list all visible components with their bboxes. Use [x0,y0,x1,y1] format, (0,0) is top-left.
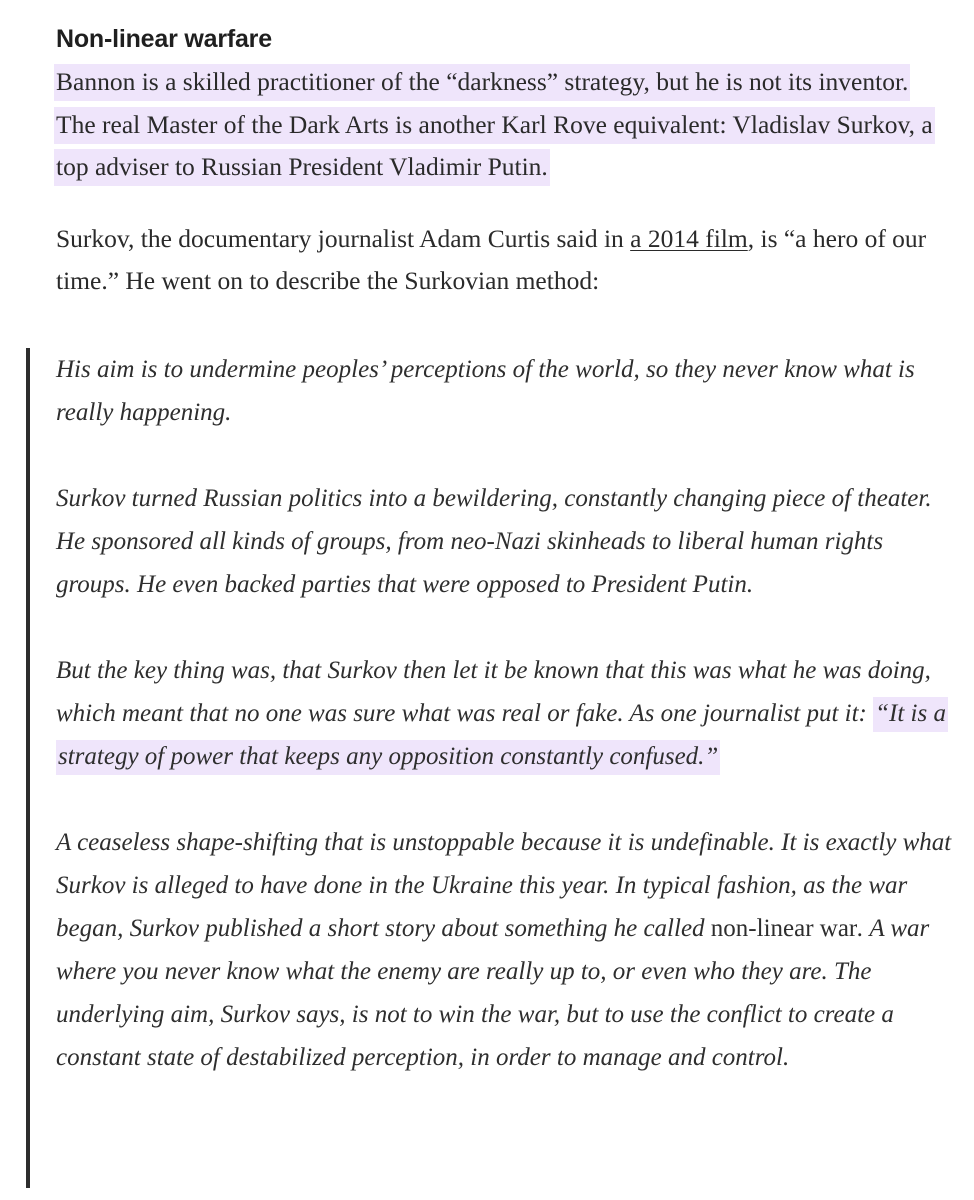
film-link[interactable]: a 2014 film [630,223,748,253]
paragraph-intro [56,61,946,189]
article-body [56,0,946,303]
blockquote [56,348,952,1079]
paragraph-text-before-link: Surkov, the documentary journalist Adam Curtis said in [56,223,631,253]
quote-paragraph-3 [56,649,952,778]
highlighted-passage[interactable]: Bannon is a skilled practitioner of the “darkness” strategy, but he is not its inventor. The real Master of the Dark Arts is another Karl Rove equivalent: Vladislav Surkov, a top adviser to Russian President Vladimir Putin. [54,64,935,186]
highlighted-quote[interactable]: “It is a strategy of power that keeps any opposition constantly confused.” [56,697,948,775]
non-linear-war-term: non-linear war [710,915,858,942]
paragraph-text-after-link: , is “a hero of our time.” He went on to describe the Surkovian method: [56,223,927,295]
section-heading: Non-linear warfare [56,25,272,53]
quote-paragraph-2: Surkov turned Russian politics into a bewildering, constantly changing piece of theater. He sponsored all kinds of groups, from neo-Nazi skinheads to liberal human rights groups. He even backed parties that were opposed to President Putin. [56,485,932,598]
quote-paragraph-1: His aim is to undermine peoples’ perceptions of the world, so they never know what is really happening. [56,356,915,426]
quote-paragraph-4-text-before: A ceaseless shape-shifting that is unstoppable because it is undefinable. It is exactly what Surkov is alleged to have done in the Ukraine this year. In typical fashion, as the war began, Surkov published a short story about something he called [56,829,952,942]
quote-paragraph-4 [56,821,952,1079]
paragraph-surkov-film [56,218,946,303]
quote-paragraph-4-text-after: . A war where you never know what the enemy are really up to, or even who they are. The underlying aim, Surkov says, is not to win the war, but to use the conflict to create a constant state of destabilized perception, in order to manage and control. [56,915,930,1071]
blockquote-bar [26,348,30,1188]
quote-paragraph-3-text: But the key thing was, that Surkov then let it be known that this was what he was doing, which meant that no one was sure what was real or fake. As one journalist put it: [56,657,931,727]
